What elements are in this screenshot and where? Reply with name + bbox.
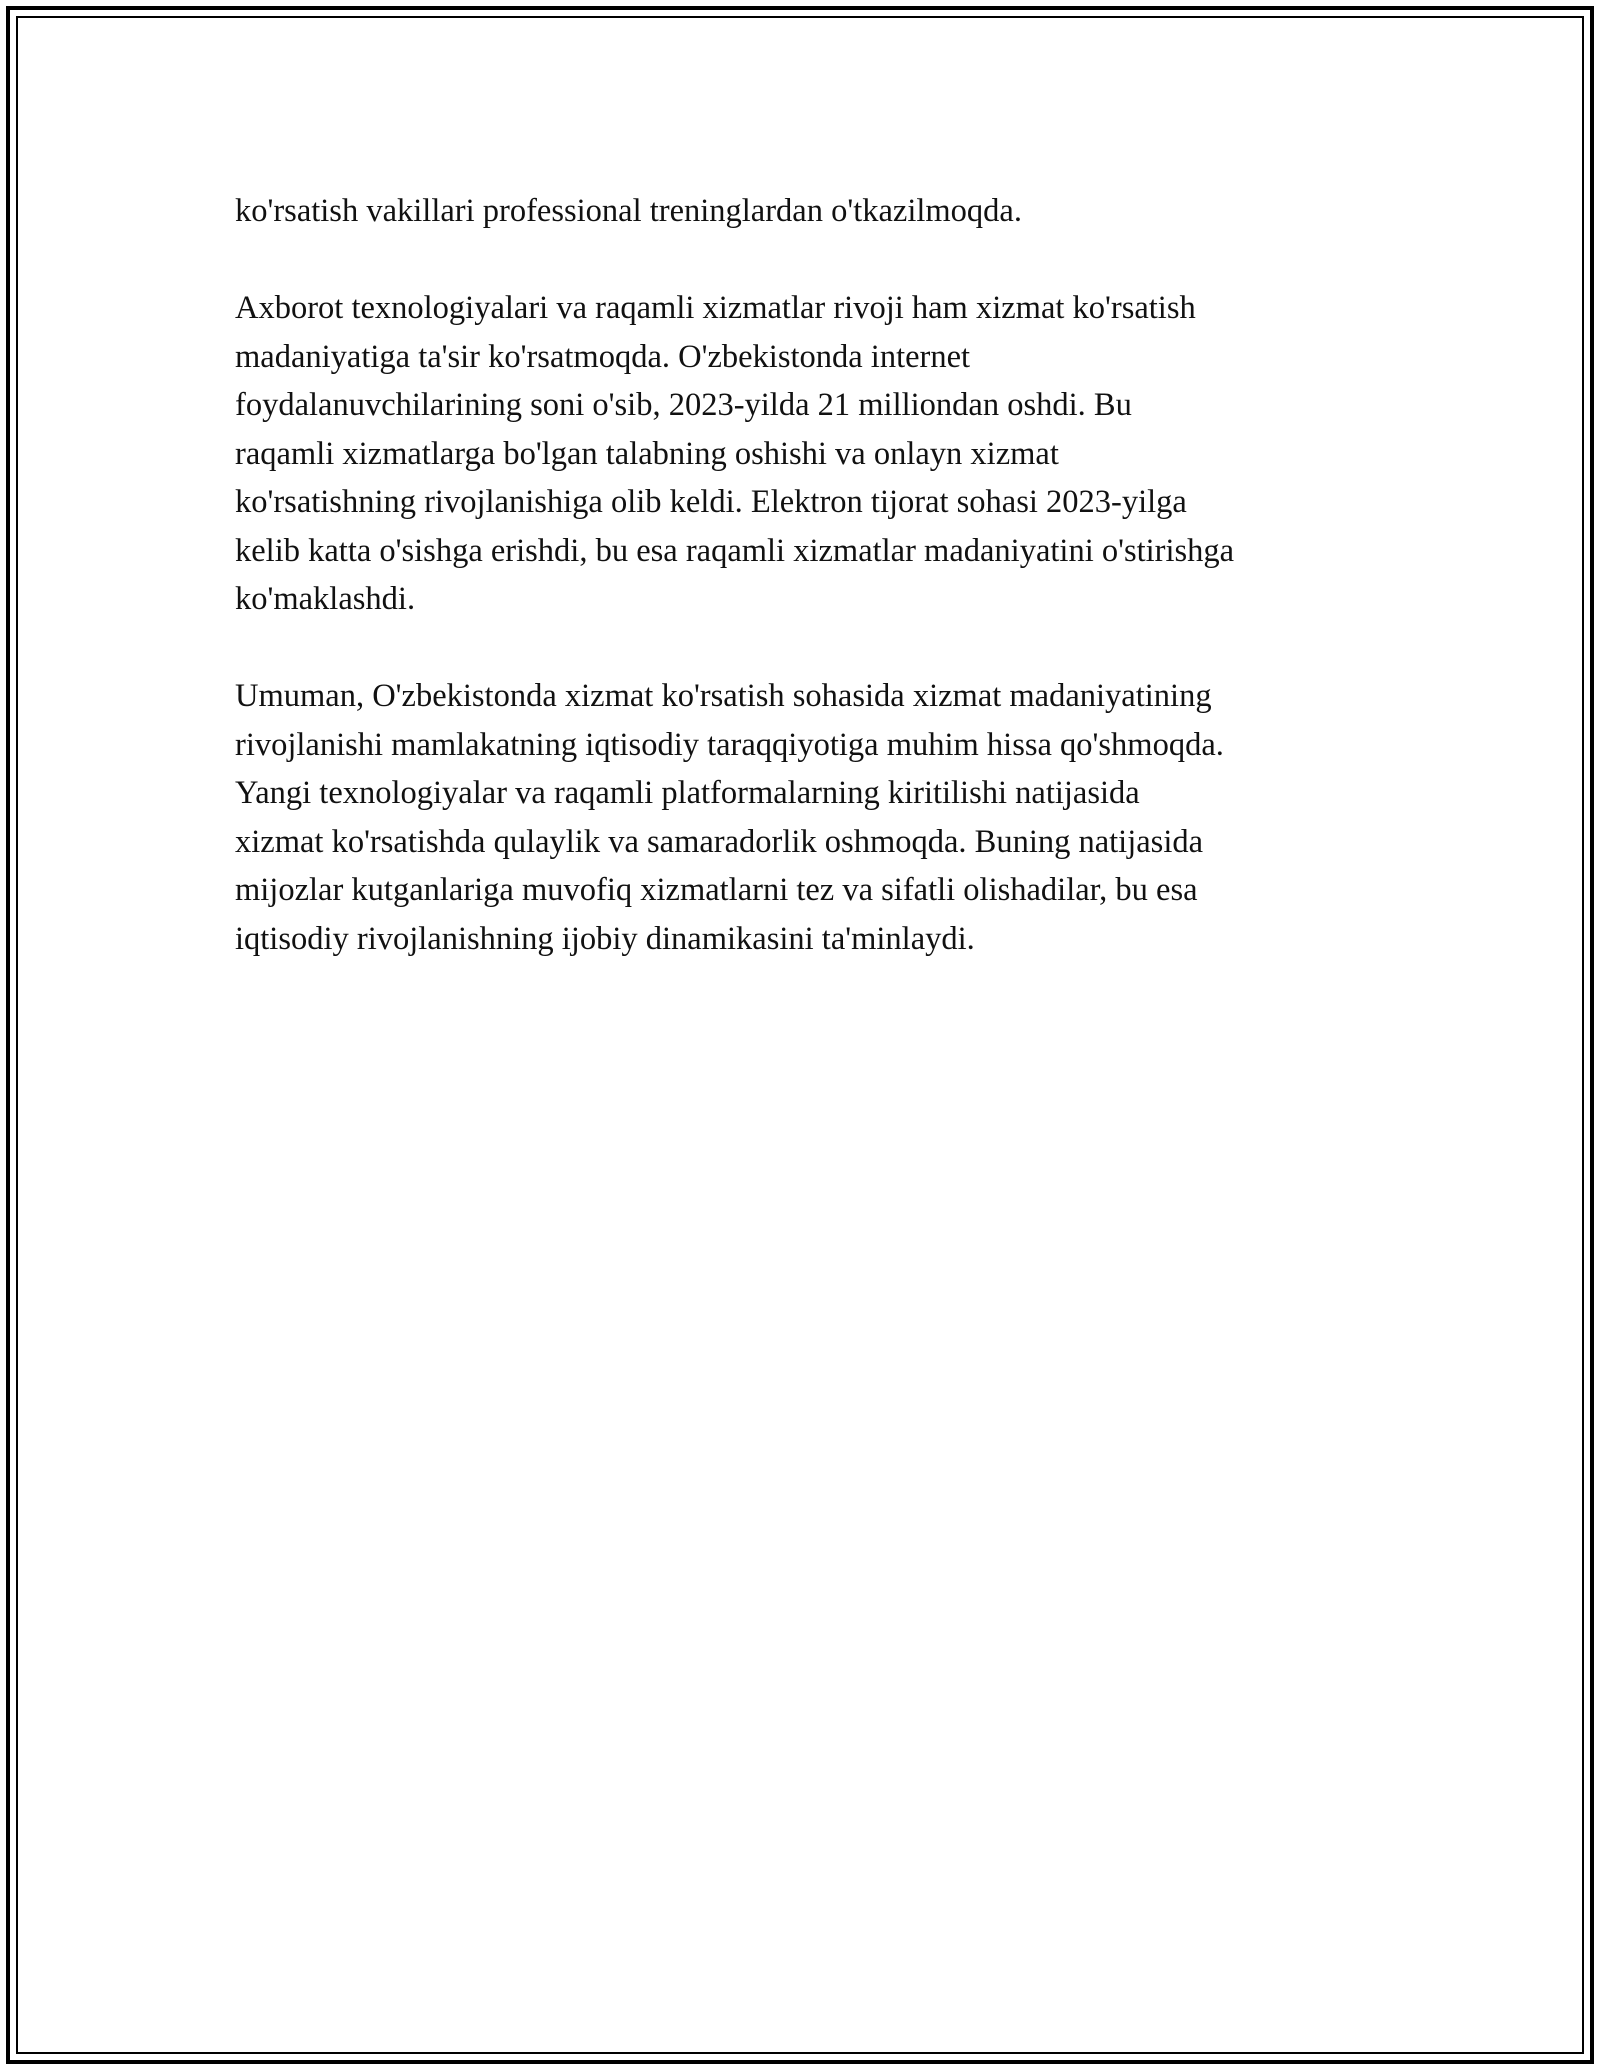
paragraph-3	[235, 672, 1375, 963]
text-line: rivojlanishi mamlakatning iqtisodiy taraqqiyotiga muhim hissa qo'shmoqda.	[235, 726, 1224, 763]
text-line: raqamli xizmatlarga bo'lgan talabning oshishi va onlayn xizmat	[235, 435, 1059, 472]
text-line: mijozlar kutganlariga muvofiq xizmatlarni tez va sifatli olishadilar, bu esa	[235, 872, 1198, 908]
text-line: Axborot texnologiyalari va raqamli xizmatlar rivoji ham xizmat ko'rsatish	[235, 290, 1196, 326]
document-body	[235, 187, 1375, 1012]
text-line: xizmat ko'rsatishda qulaylik va samaradorlik oshmoqda. Buning natijasida	[235, 823, 1204, 860]
paragraph-1	[235, 187, 1375, 236]
text-line: foydalanuvchilarining soni o'sib, 2023-yilda 21 milliondan oshdi. Bu	[235, 387, 1132, 423]
text-line: ko'rsatish vakillari professional treninglardan o'tkazilmoqda.	[235, 193, 1022, 229]
text-line: kelib katta o'sishga erishdi, bu esa raqamli xizmatlar madaniyatini o'stirishga	[235, 532, 1235, 569]
text-line: madaniyatiga ta'sir ko'rsatmoqda. O'zbekistonda internet	[235, 338, 971, 375]
text-line: Yangi texnologiyalar va raqamli platformalarning kiritilishi natijasida	[235, 775, 1140, 811]
paragraph-2	[235, 284, 1375, 624]
text-line: ko'rsatishning rivojlanishiga olib keldi. Elektron tijorat sohasi 2023-yilga	[235, 484, 1187, 520]
text-line: Umuman, O'zbekistonda xizmat ko'rsatish sohasida xizmat madaniyatining	[235, 678, 1212, 714]
text-line: ko'maklashdi.	[235, 581, 416, 617]
text-line: iqtisodiy rivojlanishning ijobiy dinamikasini ta'minlaydi.	[235, 920, 975, 957]
